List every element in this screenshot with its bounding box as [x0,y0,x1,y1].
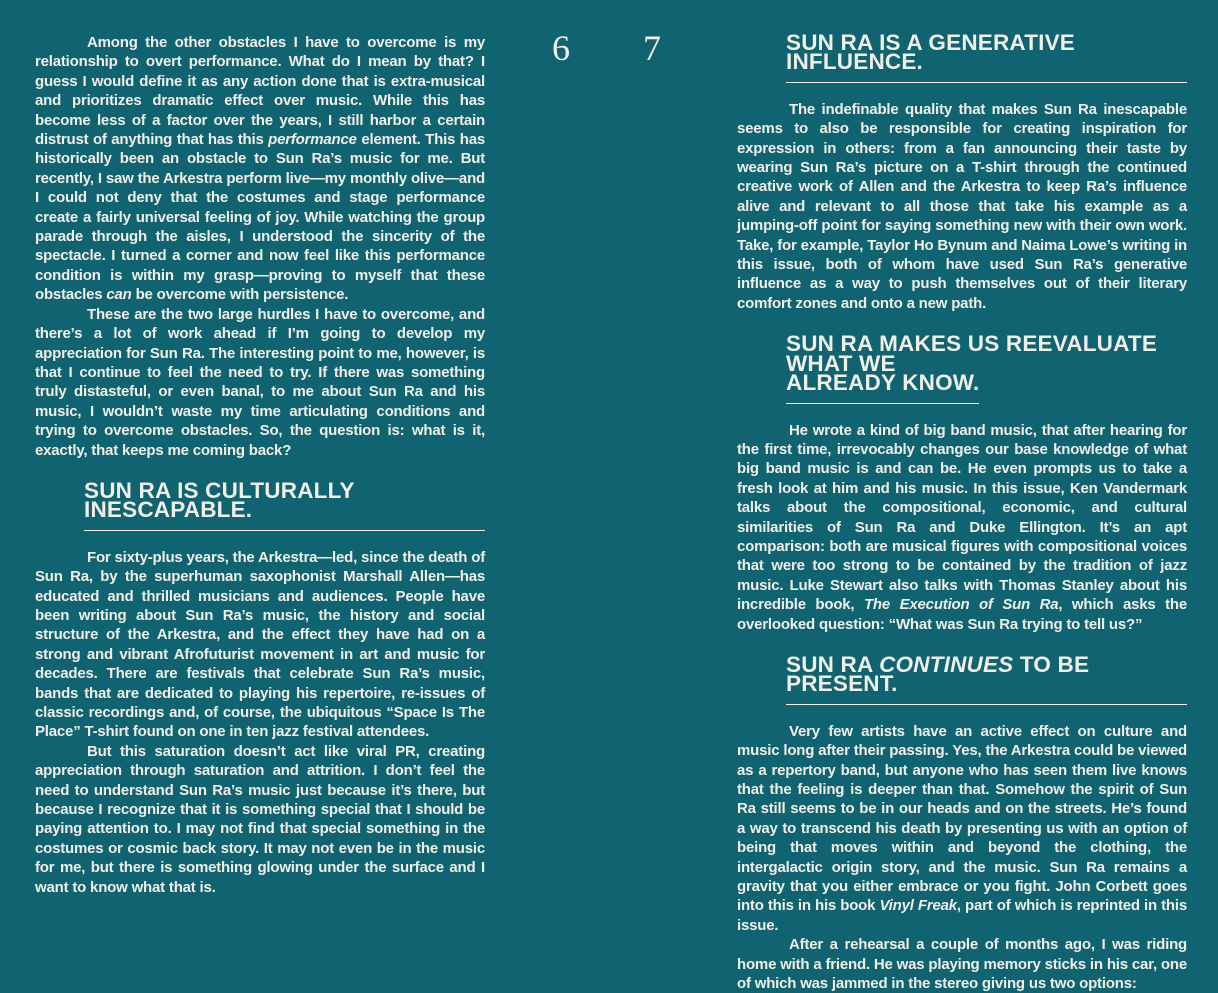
section-heading-text: SUN RA MAKES US REEVALUATE WHAT WE [786,331,1158,376]
text-run: element. This has historically been an obstacle to Sun Ra’s music for me. But recently, I saw the Arkestra perform live—my monthly olive—and I could not deny that the costumes and stage performance create a fairly universal feeling of joy. While watching the group parade through the aisles, I understood the sincerity of the spectacle. I turned a corner and now feel like this performance condition is within my grasp—proving to myself that these obstacles [35,131,485,304]
section-heading-reevaluate [786,331,1187,403]
section-heading-generative-influence [786,30,1187,83]
page-number-right: 7 [643,28,661,68]
text-run: Among the other obstacles I have to overcome is my relationship to overt performance. What do I mean by that? I guess I would define it as any action done that is extra-musical and prioritizes dramatic effect over music. While this has become less of a factor over the years, I still harbor a certain distrust of anything that has this [35,34,485,149]
paragraph [737,100,1187,313]
paragraph [737,421,1187,634]
italic-text-run: Vinyl Freak [879,897,957,915]
text-run: Very few artists have an active effect on culture and music long after their passing. Yes, the Arkestra could be viewed as a repertory band, but anyone who has seen them live knows that the feeling is deeper than that. Somehow the spirit of Sun Ra still seems to be in our heads and on the streets. He’s found a way to transcend his death by presenting us with an option of being that moves within and beyond the clothing, the intergalactic origin story, and the music. Sun Ra remains a gravity that you either embrace or you fight. John Corbett goes into this in his book [737,722,1187,915]
text-run: The indefinable quality that makes Sun Ra inescapable seems to also be responsible for creating inspiration for expression in others: from a fan announcing their taste by wearing Sun Ra’s picture on a T-shirt through the continued creative work of Allen and the Arkestra to keep Ra’s influence alive and relevant to all those that take his example as a jumping-off point for saying something new with their own work. Take, for example, Taylor Ho Bynum and Naima Lowe’s writing in this issue, both of whom have used Sun Ra’s generative influence as a way to push themselves out of their literary comfort zones and onto a new path. [737,100,1187,312]
text-run: , part of which is reprinted in this issue. [737,897,1187,934]
italic-text-run: The Execution of Sun Ra [863,596,1059,614]
section-heading-continues-present [786,651,1187,705]
section-heading-culturally-inescapable [84,477,485,531]
paragraph [737,935,1187,993]
text-run: SUN RA [786,651,880,677]
paragraph [35,548,485,742]
section-heading-text [786,651,1187,705]
section-heading-text: SUN RA IS CULTURALLY INESCAPABLE. [84,481,485,531]
text-run: He wrote a kind of big band music, that after hearing for the first time, irrevocably changes our base knowledge of what big band music is and can be. He even prompts us to take a fresh look at him and his music. In this issue, Ken Vandermark talks about the compositional, economic, and cultural similarities of Sun Ra and Duke Ellington. It’s an apt comparison: both are musical figures with compositional voices that were too strong to be contained by the tradition of jazz music. Luke Stewart also talks with Thomas Stanley about his incredible book, [737,421,1187,614]
italic-text-run: can [106,286,132,304]
text-run: be overcome with persistence. [131,286,349,304]
right-page-text-column [737,30,1188,993]
italic-text-run: CONTINUES [879,651,1014,677]
paragraph [35,742,485,897]
text-run: TO BE PRESENT. [786,651,1090,697]
paragraph [35,33,485,305]
section-heading-text: SUN RA IS A GENERATIVE INFLUENCE. [786,33,1187,83]
text-run: After a rehearsal a couple of months ago, I was riding home with a friend. He was playing memory sticks in his car, one of which was jammed in the stereo giving us two options: [737,936,1187,993]
italic-text-run: performance [268,131,357,149]
text-run: , which asks the overlooked question: “What was Sun Ra trying to tell us?” [737,596,1188,633]
text-run: But this saturation doesn’t act like viral PR, creating appreciation through saturation and attrition. I don’t feel the need to understand Sun Ra’s music just because it’s there, but because I recognize that it is something special that I should be paying attention to. I may not find that special something in the costumes or cosmic back story. It may not even be in the music for me, but there is something glowing under the surface and I want to know what that is. [35,742,485,896]
left-page-text-column [35,33,485,897]
section-heading-text: ALREADY KNOW. [786,373,979,403]
paragraph [35,305,485,460]
page-number-left: 6 [552,28,570,68]
paragraph [737,722,1187,935]
text-run: These are the two large hurdles I have to overcome, and there’s a lot of work ahead if I’m going to develop my appreciation for Sun Ra. The interesting point to me, however, is that I continue to feel the need to try. If there was something truly distasteful, or even banal, to me about Sun Ra and his music, I wouldn’t waste my time articulating conditions and trying to overcome obstacles. So, the question is: what is it, exactly, that keeps me coming back? [35,305,485,459]
text-run: For sixty-plus years, the Arkestra—led, since the death of Sun Ra, by the superhuman saxophonist Marshall Allen—has educated and thrilled musicians and audiences. People have been writing about Sun Ra’s music, the history and social structure of the Arkestra, and the effect they have had on a strong and vibrant Afrofuturist movement in art and music for decades. There are festivals that celebrate Sun Ra’s music, bands that are dedicated to playing his repertoire, re-issues of classic recordings and, of course, the ubiquitous “Space Is The Place” T-shirt found on one in ten jazz festival attendees. [35,548,485,741]
